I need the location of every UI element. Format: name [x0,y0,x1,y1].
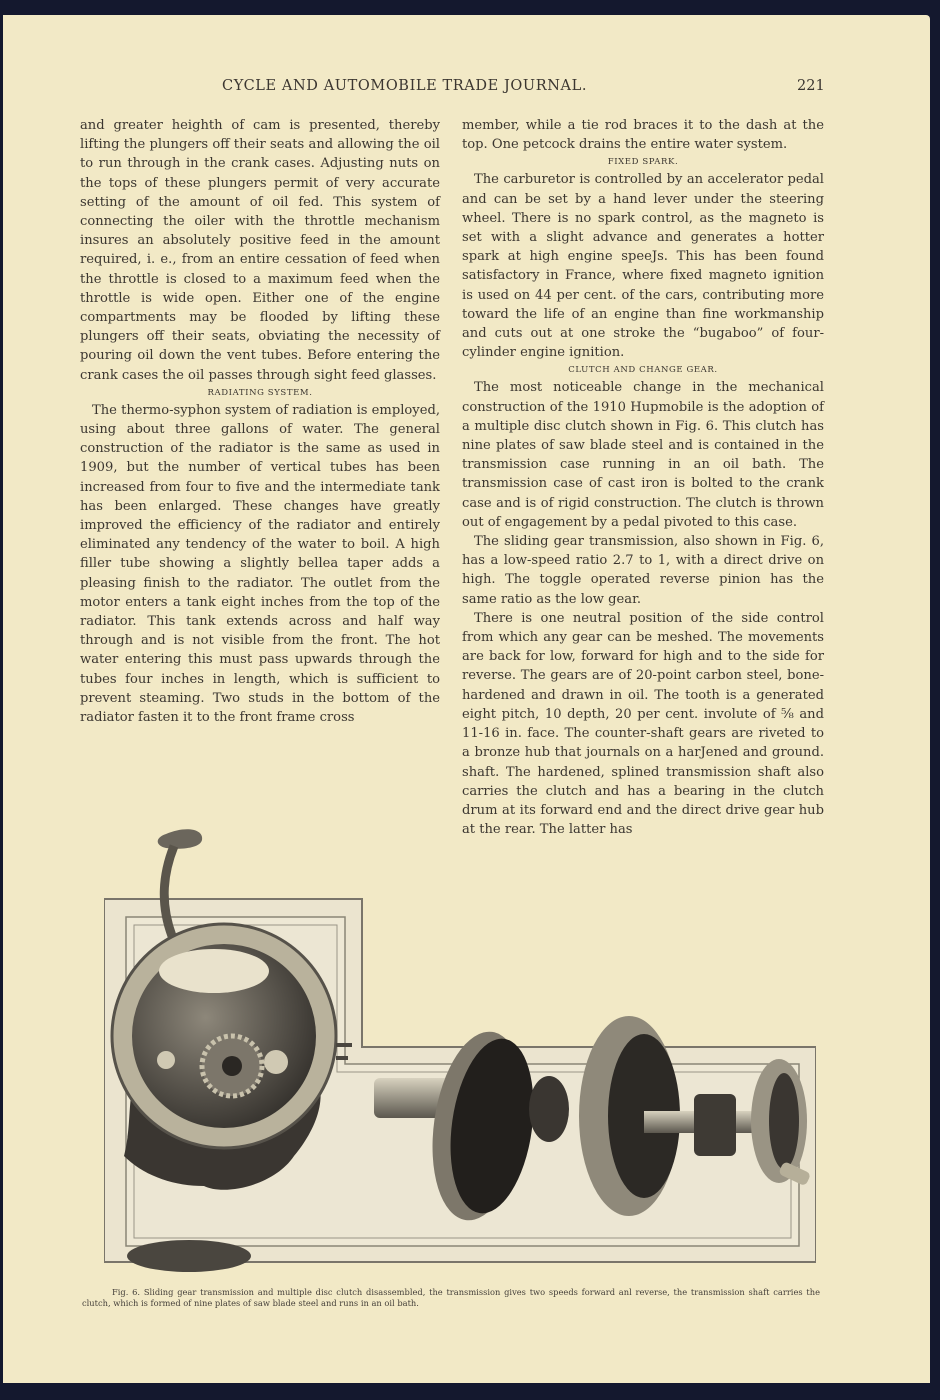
cover-plate [127,1240,251,1272]
right-column [462,116,824,839]
running-head: CYCLE AND AUTOMOBILE TRADE JOURNAL. [222,78,588,94]
paragraph-transmission: The sliding gear transmission, also shown in Fig. 6, has a low-speed ratio 2.7 to 1, with a direct drive on high. The toggle operated reverse pinion has the same ratio as the low gear. [462,534,824,607]
section-heading-radiating-system: RADIATING SYSTEM. [207,387,313,398]
figure-caption [82,1287,820,1309]
paragraph-radiation: The thermo-syphon system of radiation is employed, using about three gallons of water. The general construction of the radiator is the same as used in 1909, but the number of vertical tubes has been increased from four to five and the intermediate tank has been enlarged. These changes have greatly improved the efficiency of the radiator and entirely eliminated any tendency of the water to boil. A high filler tube showing a slightly bellea taper adds a pleasing finish to the radiator. The outlet from the motor enters a tank eight inches from the top of the radiator. This tank extends across and half way through and is not visible from the front. The hot water entering this must pass upwards through the tubes four inches in length, which is sufficient to prevent steaming. Two studs in the bottom of the radiator fasten it to the front frame cross [80,402,440,726]
section-heading-fixed-spark: FIXED SPARK. [607,157,679,168]
paragraph-clutch: The most noticeable change in the mechanical construction of the 1910 Hupmobile is the adoption of a multiple disc clutch shown in Fig. 6. This clutch has nine plates of saw blade steel and is contained in the transmission case running in an oil bath. The transmission case of cast iron is bolted to the crank case and is of rigid construction. The clutch is thrown out of engagement by a pedal pivoted to this case. [462,380,824,530]
paragraph-member: member, while a tie rod braces it to the dash at the top. One petcock drains the entire water system. [462,118,824,153]
paragraph-carburetor: The carburetor is controlled by an accelerator pedal and can be set by a hand lever under the steering wheel. There is no spark control, as the magneto is set with a slight advance and generates a hotter spark at high engine speeJs. This has been found satisfactory in France, where fixed magneto ignition is used on 44 per cent. of the cars, contributing more toward the life of an engine than fine workmanship and cuts out at one stroke the “bugaboo” of four-cylinder engine ignition. [462,172,824,361]
left-column [80,116,440,727]
paragraph-oiler: and greater heighth of cam is presented, thereby lifting the plungers off their seats and allowing the oil to run through in the crank cases. Adjusting nuts on the tops of these plungers permit of very accurate setting of the amount of oil fed. This system of connecting the oiler with the throttle mechanism insures an absolutely positive feed in the amount required, i. e., from an entire cessation of feed when the throttle is closed to a maximum feed when the throttle is wide open. Either one of the engine compartments may be flooded by lifting these plungers off their seats, obviating the necessity of pouring oil down the vent tubes. Before entering the crank cases the oil passes through sight feed glasses. [80,118,440,383]
paragraph-neutral: There is one neutral position of the side control from which any gear can be meshed. The movements are back for low, forward for high and to the side for reverse. The gears are of 20-point carbon steel, bone-hardened and drawn in oil. The tooth is a generated eight pitch, 10 depth, 20 per cent. involute of ⅝ and 11-16 in. face. The counter-shaft gears are riveted to a bronze hub that journals on a harJened and ground. shaft. The hardened, splined transmission shaft also carries the clutch and has a bearing in the clutch drum at its forward end and the direct drive gear hub at the rear. The latter has [462,610,824,838]
transmission-case [112,829,336,1190]
figure-6-photo [104,826,816,1276]
page-number: 221 [797,78,825,94]
section-heading-clutch: CLUTCH AND CHANGE GEAR. [568,365,718,376]
figure-caption-text: Fig. 6. Sliding gear transmission and multiple disc clutch disassembled, the transmission gives two speeds forward anl reverse, the transmission shaft carries the clutch, which is formed of nine plates of saw blade steel and runs in an oil bath. [82,1287,820,1308]
